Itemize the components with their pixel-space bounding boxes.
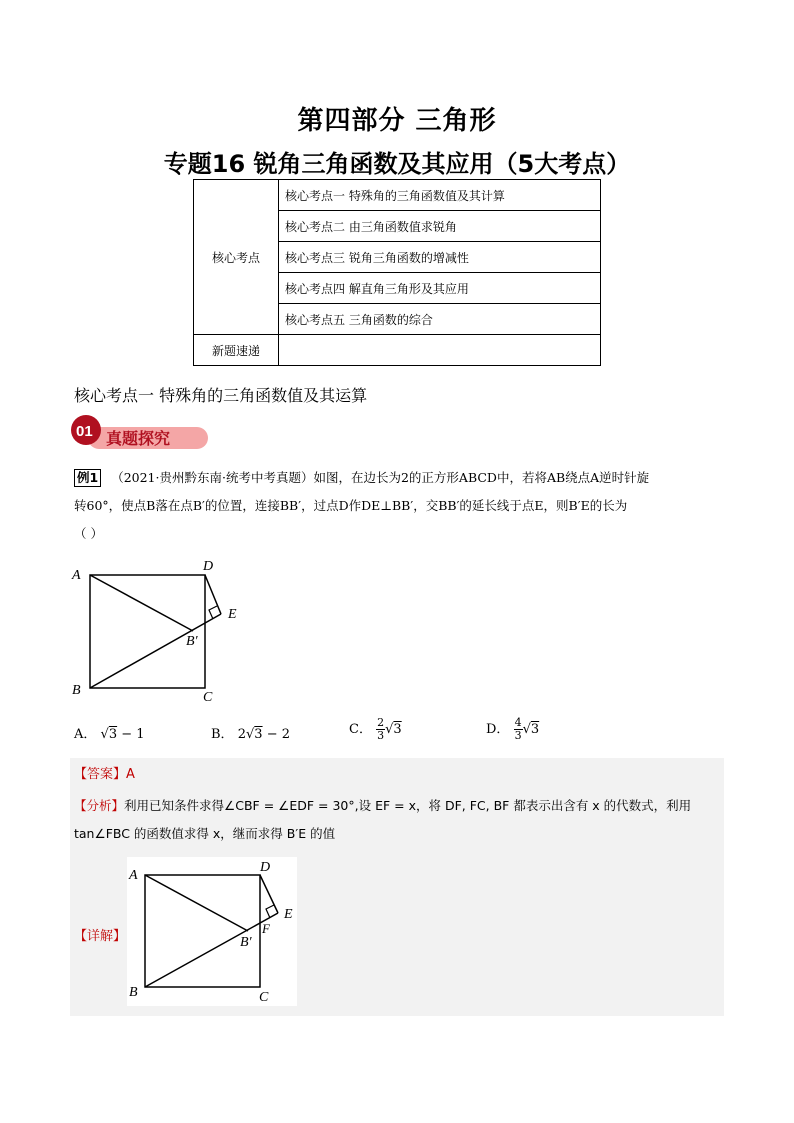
toc-item: 核心考点二 由三角函数值求锐角 <box>279 211 601 242</box>
label-e-2: E <box>284 907 293 922</box>
label-b-2: B <box>129 985 138 1000</box>
segment-ab-prime-2 <box>145 875 248 931</box>
figure-square-2 <box>127 857 297 1006</box>
option-d-letter: D． <box>486 722 510 737</box>
sqrt-sign: √ <box>385 722 394 737</box>
analysis-line-2: tan∠FBC 的函数值求得 x，继而求得 B′E 的值 <box>74 826 336 841</box>
label-c-2: C <box>259 990 269 1005</box>
square-abcd <box>90 575 205 688</box>
toc-item: 核心考点一 特殊角的三角函数值及其计算 <box>279 180 601 211</box>
sqrt-sign: √ <box>100 727 109 742</box>
example-text-3: （ ） <box>74 526 103 541</box>
example-label: 例1 <box>74 469 101 487</box>
label-b-prime-2: B′ <box>240 935 252 950</box>
toc-bottom-label: 新题速递 <box>194 335 279 366</box>
option-b <box>211 723 290 742</box>
sqrt-sign: √ <box>522 722 531 737</box>
analysis-block <box>74 792 724 848</box>
part-title: 第四部分 三角形 <box>297 106 497 136</box>
toc-left-label: 核心考点 <box>194 180 279 335</box>
option-b-pre: 2 <box>237 727 246 742</box>
option-d <box>486 717 539 742</box>
option-c <box>349 717 402 742</box>
option-a <box>74 723 145 742</box>
label-d: D <box>203 559 214 574</box>
segment-ab-prime <box>90 575 193 631</box>
topic-title: 专题16 锐角三角函数及其应用（5大考点） <box>163 150 631 178</box>
label-a-2: A <box>129 868 138 883</box>
analysis-line-1: 利用已知条件求得∠CBF = ∠EDF = 30°,设 EF = x，将 DF, FC, BF 都表示出含有 x 的代数式，利用 <box>124 798 692 813</box>
square-abcd-2 <box>145 875 260 987</box>
badge-text: 真题探究 <box>106 429 171 448</box>
badge-banner <box>70 413 212 453</box>
option-a-radicand: 3 <box>108 727 118 742</box>
option-d-fraction: $\frac{4}{3}$ <box>514 716 522 742</box>
toc-item: 核心考点四 解直角三角形及其应用 <box>279 273 601 304</box>
example-question <box>74 464 724 548</box>
option-b-radicand: 3 <box>254 727 263 742</box>
answer-line <box>74 763 135 782</box>
toc-item: 核心考点三 锐角三角函数的增减性 <box>279 242 601 273</box>
label-b-prime: B′ <box>186 634 198 649</box>
segment-be <box>90 614 221 688</box>
option-a-letter: A． <box>74 727 97 742</box>
label-d-2: D <box>260 860 271 875</box>
label-b: B <box>72 683 81 698</box>
example-text-2: 转60°，使点B落在点B′的位置，连接BB′，过点D作DE⊥BB′，交BB′的延长线于点E，则B′E的长为 <box>74 498 628 513</box>
option-d-radicand: 3 <box>530 722 540 737</box>
topic-table <box>193 179 601 366</box>
figure-box-2 <box>127 857 297 1006</box>
option-c-fraction: $\frac{2}{3}$ <box>377 716 385 742</box>
section-heading: 核心考点一 特殊角的三角函数值及其运算 <box>74 386 368 405</box>
toc-item: 核心考点五 三角函数的综合 <box>279 304 601 335</box>
sqrt-sign: √ <box>245 727 255 742</box>
answer-label: 【答案】 <box>74 767 127 782</box>
detail-label: 【详解】 <box>74 929 127 944</box>
analysis-label: 【分析】 <box>74 798 125 813</box>
option-b-post: − 2 <box>262 727 290 742</box>
toc-bottom-value <box>279 335 601 366</box>
label-f-2: F <box>262 921 270 936</box>
label-a: A <box>72 568 81 583</box>
option-a-post: − 1 <box>117 727 145 742</box>
segment-be-2 <box>145 913 278 987</box>
example-text-1: （2021·贵州黔东南·统考中考真题）如图，在边长为2的正方形ABCD中，若将AB绕点A逆时针旋 <box>111 470 650 485</box>
label-e: E <box>228 607 237 622</box>
label-c: C <box>203 690 213 705</box>
option-c-letter: C． <box>349 722 372 737</box>
option-b-letter: B． <box>211 727 234 742</box>
badge-number: 01 <box>76 423 93 440</box>
answer-value: A <box>126 767 135 782</box>
option-c-radicand: 3 <box>393 722 402 737</box>
figure-square-1 <box>70 555 250 705</box>
